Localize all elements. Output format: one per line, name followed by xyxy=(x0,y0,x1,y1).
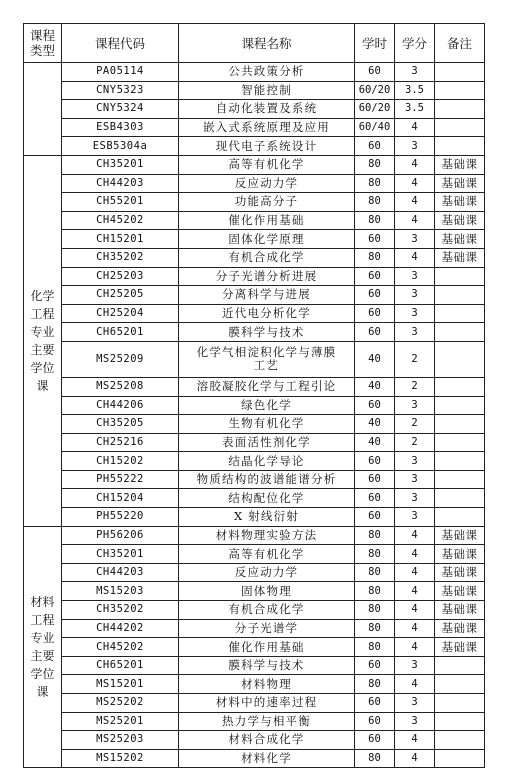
course-code-cell: CH25204 xyxy=(62,304,179,323)
hours-cell: 60 xyxy=(355,489,395,508)
table-row xyxy=(24,712,485,731)
remarks-cell: 基础课 xyxy=(435,601,485,620)
credits-cell: 4 xyxy=(395,248,435,267)
remarks-cell xyxy=(435,452,485,471)
remarks-cell xyxy=(435,63,485,82)
table-row xyxy=(24,137,485,156)
course-code-cell: PA05114 xyxy=(62,63,179,82)
hours-cell: 60 xyxy=(355,396,395,415)
remarks-cell xyxy=(435,396,485,415)
table-row xyxy=(24,508,485,527)
remarks-cell xyxy=(435,656,485,675)
course-name-cell: 结构配位化学 xyxy=(179,489,355,508)
course-code-cell: PH55220 xyxy=(62,508,179,527)
credits-cell: 4 xyxy=(395,211,435,230)
course-name-cell: 反应动力学 xyxy=(179,563,355,582)
remarks-cell xyxy=(435,100,485,119)
course-name-cell: 分子光谱分析进展 xyxy=(179,267,355,286)
hours-cell: 60 xyxy=(355,452,395,471)
table-row xyxy=(24,286,485,305)
table-row xyxy=(24,396,485,415)
hours-cell: 60 xyxy=(355,470,395,489)
remarks-cell: 基础课 xyxy=(435,174,485,193)
course-name-cell: 反应动力学 xyxy=(179,174,355,193)
course-type-cell xyxy=(24,526,62,768)
credits-cell: 3.5 xyxy=(395,100,435,119)
course-name-cell: 溶胶凝胶化学与工程引论 xyxy=(179,377,355,396)
remarks-cell: 基础课 xyxy=(435,638,485,657)
header-course-type: 课程 类型 xyxy=(24,24,62,63)
table-row xyxy=(24,619,485,638)
course-name-cell: 有机合成化学 xyxy=(179,248,355,267)
credits-cell: 2 xyxy=(395,377,435,396)
course-code-cell: CH35205 xyxy=(62,415,179,434)
course-name-cell: 分子光谱学 xyxy=(179,619,355,638)
course-code-cell: MS15202 xyxy=(62,749,179,768)
course-code-cell: CH25216 xyxy=(62,433,179,452)
credits-cell: 3 xyxy=(395,656,435,675)
course-name-cell: 嵌入式系统原理及应用 xyxy=(179,118,355,137)
credits-cell: 3 xyxy=(395,323,435,342)
credits-cell: 4 xyxy=(395,675,435,694)
course-code-cell: CH35201 xyxy=(62,545,179,564)
hours-cell: 60 xyxy=(355,137,395,156)
course-type-cell xyxy=(24,63,62,156)
hours-cell: 60/40 xyxy=(355,118,395,137)
course-code-cell: CH35202 xyxy=(62,601,179,620)
credits-cell: 3 xyxy=(395,452,435,471)
hours-cell: 60/20 xyxy=(355,81,395,100)
course-name-cell: 固体化学原理 xyxy=(179,230,355,249)
credits-cell: 4 xyxy=(395,118,435,137)
hours-cell: 60 xyxy=(355,508,395,527)
course-code-cell: CH55201 xyxy=(62,193,179,212)
credits-cell: 3 xyxy=(395,396,435,415)
course-code-cell: CH65201 xyxy=(62,656,179,675)
hours-cell: 60 xyxy=(355,694,395,713)
course-name-cell: 功能高分子 xyxy=(179,193,355,212)
hours-cell: 60 xyxy=(355,286,395,305)
hours-cell: 80 xyxy=(355,193,395,212)
table-row xyxy=(24,248,485,267)
credits-cell: 4 xyxy=(395,174,435,193)
table-row xyxy=(24,174,485,193)
remarks-cell: 基础课 xyxy=(435,248,485,267)
course-code-cell: CH25203 xyxy=(62,267,179,286)
credits-cell: 2 xyxy=(395,341,435,377)
course-name-cell: 催化作用基础 xyxy=(179,211,355,230)
table-row xyxy=(24,415,485,434)
table-row xyxy=(24,582,485,601)
hours-cell: 80 xyxy=(355,601,395,620)
remarks-cell: 基础课 xyxy=(435,230,485,249)
course-code-cell: ESB4303 xyxy=(62,118,179,137)
course-name-cell: 材料中的速率过程 xyxy=(179,694,355,713)
hours-cell: 60/20 xyxy=(355,100,395,119)
course-code-cell: MS25202 xyxy=(62,694,179,713)
credits-cell: 2 xyxy=(395,433,435,452)
hours-cell: 80 xyxy=(355,563,395,582)
course-code-cell: MS25209 xyxy=(62,341,179,377)
course-code-cell: ESB5304a xyxy=(62,137,179,156)
credits-cell: 4 xyxy=(395,526,435,545)
course-code-cell: CH44202 xyxy=(62,619,179,638)
table-row xyxy=(24,563,485,582)
course-code-cell: PH55222 xyxy=(62,470,179,489)
course-name-cell: 材料物理实验方法 xyxy=(179,526,355,545)
remarks-cell xyxy=(435,731,485,750)
course-code-cell: CH35202 xyxy=(62,248,179,267)
remarks-cell: 基础课 xyxy=(435,155,485,174)
hours-cell: 80 xyxy=(355,545,395,564)
course-name-cell: X 射线衍射 xyxy=(179,508,355,527)
course-code-cell: CH15201 xyxy=(62,230,179,249)
course-code-cell: CH15204 xyxy=(62,489,179,508)
table-row xyxy=(24,341,485,377)
hours-cell: 80 xyxy=(355,155,395,174)
remarks-cell xyxy=(435,377,485,396)
course-table xyxy=(23,23,485,768)
remarks-cell xyxy=(435,286,485,305)
remarks-cell xyxy=(435,749,485,768)
course-name-cell: 催化作用基础 xyxy=(179,638,355,657)
table-row xyxy=(24,545,485,564)
credits-cell: 3 xyxy=(395,137,435,156)
course-name-cell: 有机合成化学 xyxy=(179,601,355,620)
hours-cell: 60 xyxy=(355,712,395,731)
course-code-cell: CNY5323 xyxy=(62,81,179,100)
credits-cell: 3 xyxy=(395,470,435,489)
hours-cell: 60 xyxy=(355,267,395,286)
course-name-cell: 智能控制 xyxy=(179,81,355,100)
credits-cell: 4 xyxy=(395,155,435,174)
table-row xyxy=(24,694,485,713)
hours-cell: 40 xyxy=(355,341,395,377)
course-name-cell: 化学气相淀积化学与薄膜 工艺 xyxy=(179,341,355,377)
course-code-cell: CH44206 xyxy=(62,396,179,415)
course-code-cell: MS25203 xyxy=(62,731,179,750)
course-code-cell: CH35201 xyxy=(62,155,179,174)
header-remarks: 备注 xyxy=(435,24,485,63)
course-code-cell: CH45202 xyxy=(62,211,179,230)
remarks-cell: 基础课 xyxy=(435,545,485,564)
credits-cell: 4 xyxy=(395,601,435,620)
table-row xyxy=(24,323,485,342)
remarks-cell xyxy=(435,433,485,452)
table-row xyxy=(24,267,485,286)
hours-cell: 80 xyxy=(355,749,395,768)
credits-cell: 4 xyxy=(395,749,435,768)
course-code-cell: MS25201 xyxy=(62,712,179,731)
course-code-cell: CH44203 xyxy=(62,563,179,582)
course-name-cell: 膜科学与技术 xyxy=(179,323,355,342)
hours-cell: 40 xyxy=(355,377,395,396)
credits-cell: 3 xyxy=(395,508,435,527)
course-name-cell: 自动化装置及系统 xyxy=(179,100,355,119)
table-row xyxy=(24,81,485,100)
course-code-cell: CH45202 xyxy=(62,638,179,657)
credits-cell: 3 xyxy=(395,286,435,305)
course-name-cell: 固体物理 xyxy=(179,582,355,601)
remarks-cell xyxy=(435,415,485,434)
table-row xyxy=(24,749,485,768)
table-row xyxy=(24,155,485,174)
credits-cell: 4 xyxy=(395,193,435,212)
remarks-cell xyxy=(435,470,485,489)
credits-cell: 3 xyxy=(395,63,435,82)
table-row xyxy=(24,433,485,452)
table-row xyxy=(24,230,485,249)
course-code-cell: MS15201 xyxy=(62,675,179,694)
course-name-cell: 表面活性剂化学 xyxy=(179,433,355,452)
remarks-cell xyxy=(435,81,485,100)
table-row xyxy=(24,452,485,471)
hours-cell: 80 xyxy=(355,619,395,638)
course-type-label: 化学 工程 专业 主要 学位 课 xyxy=(30,288,55,393)
remarks-cell xyxy=(435,267,485,286)
header-credits: 学分 xyxy=(395,24,435,63)
course-name-cell: 绿色化学 xyxy=(179,396,355,415)
course-code-cell: MS15203 xyxy=(62,582,179,601)
table-row xyxy=(24,675,485,694)
remarks-cell xyxy=(435,137,485,156)
course-name-cell: 材料物理 xyxy=(179,675,355,694)
remarks-cell: 基础课 xyxy=(435,211,485,230)
remarks-cell xyxy=(435,694,485,713)
remarks-cell xyxy=(435,323,485,342)
table-row xyxy=(24,118,485,137)
credits-cell: 3 xyxy=(395,489,435,508)
credits-cell: 3 xyxy=(395,267,435,286)
course-name-cell: 高等有机化学 xyxy=(179,155,355,174)
course-name-cell: 现代电子系统设计 xyxy=(179,137,355,156)
course-name-cell: 高等有机化学 xyxy=(179,545,355,564)
credits-cell: 4 xyxy=(395,582,435,601)
course-name-cell: 膜科学与技术 xyxy=(179,656,355,675)
hours-cell: 80 xyxy=(355,582,395,601)
remarks-cell: 基础课 xyxy=(435,582,485,601)
hours-cell: 80 xyxy=(355,211,395,230)
table-row xyxy=(24,601,485,620)
hours-cell: 80 xyxy=(355,638,395,657)
course-name-cell: 结晶化学导论 xyxy=(179,452,355,471)
remarks-cell: 基础课 xyxy=(435,193,485,212)
hours-cell: 80 xyxy=(355,675,395,694)
hours-cell: 80 xyxy=(355,174,395,193)
table-row xyxy=(24,526,485,545)
credits-cell: 4 xyxy=(395,638,435,657)
table-row xyxy=(24,489,485,508)
table-row xyxy=(24,211,485,230)
remarks-cell: 基础课 xyxy=(435,619,485,638)
table-row xyxy=(24,100,485,119)
table-row xyxy=(24,470,485,489)
credits-cell: 3 xyxy=(395,230,435,249)
hours-cell: 40 xyxy=(355,415,395,434)
table-row xyxy=(24,656,485,675)
table-row xyxy=(24,63,485,82)
hours-cell: 80 xyxy=(355,526,395,545)
course-code-cell: CH15202 xyxy=(62,452,179,471)
course-name-cell: 热力学与相平衡 xyxy=(179,712,355,731)
remarks-cell: 基础课 xyxy=(435,526,485,545)
course-name-cell: 材料化学 xyxy=(179,749,355,768)
credits-cell: 3 xyxy=(395,712,435,731)
credits-cell: 4 xyxy=(395,563,435,582)
remarks-cell xyxy=(435,508,485,527)
credits-cell: 3 xyxy=(395,694,435,713)
course-code-cell: MS25208 xyxy=(62,377,179,396)
remarks-cell xyxy=(435,341,485,377)
remarks-cell xyxy=(435,675,485,694)
remarks-cell xyxy=(435,712,485,731)
course-code-cell: CH25205 xyxy=(62,286,179,305)
table-row xyxy=(24,731,485,750)
credits-cell: 4 xyxy=(395,619,435,638)
credits-cell: 3.5 xyxy=(395,81,435,100)
course-type-cell xyxy=(24,155,62,526)
hours-cell: 40 xyxy=(355,433,395,452)
table-row xyxy=(24,377,485,396)
credits-cell: 3 xyxy=(395,304,435,323)
hours-cell: 60 xyxy=(355,656,395,675)
remarks-cell xyxy=(435,489,485,508)
hours-cell: 60 xyxy=(355,323,395,342)
header-row xyxy=(24,24,485,63)
remarks-cell xyxy=(435,304,485,323)
course-code-cell: PH56206 xyxy=(62,526,179,545)
hours-cell: 60 xyxy=(355,304,395,323)
header-course-name: 课程名称 xyxy=(179,24,355,63)
course-name-cell: 近代电分析化学 xyxy=(179,304,355,323)
course-type-label: 材料 工程 专业 主要 学位 课 xyxy=(30,595,55,700)
credits-cell: 4 xyxy=(395,731,435,750)
course-code-cell: CH65201 xyxy=(62,323,179,342)
header-hours: 学时 xyxy=(355,24,395,63)
remarks-cell: 基础课 xyxy=(435,563,485,582)
table-row xyxy=(24,193,485,212)
course-code-cell: CH44203 xyxy=(62,174,179,193)
course-name-cell: 生物有机化学 xyxy=(179,415,355,434)
course-name-cell: 分离科学与进展 xyxy=(179,286,355,305)
table-row xyxy=(24,304,485,323)
course-code-cell: CNY5324 xyxy=(62,100,179,119)
credits-cell: 4 xyxy=(395,545,435,564)
course-name-cell: 公共政策分析 xyxy=(179,63,355,82)
course-name-cell: 物质结构的波谱能谱分析 xyxy=(179,470,355,489)
remarks-cell xyxy=(435,118,485,137)
hours-cell: 60 xyxy=(355,731,395,750)
credits-cell: 2 xyxy=(395,415,435,434)
hours-cell: 60 xyxy=(355,63,395,82)
hours-cell: 60 xyxy=(355,230,395,249)
table-row xyxy=(24,638,485,657)
hours-cell: 80 xyxy=(355,248,395,267)
header-course-code: 课程代码 xyxy=(62,24,179,63)
course-name-cell: 材料合成化学 xyxy=(179,731,355,750)
